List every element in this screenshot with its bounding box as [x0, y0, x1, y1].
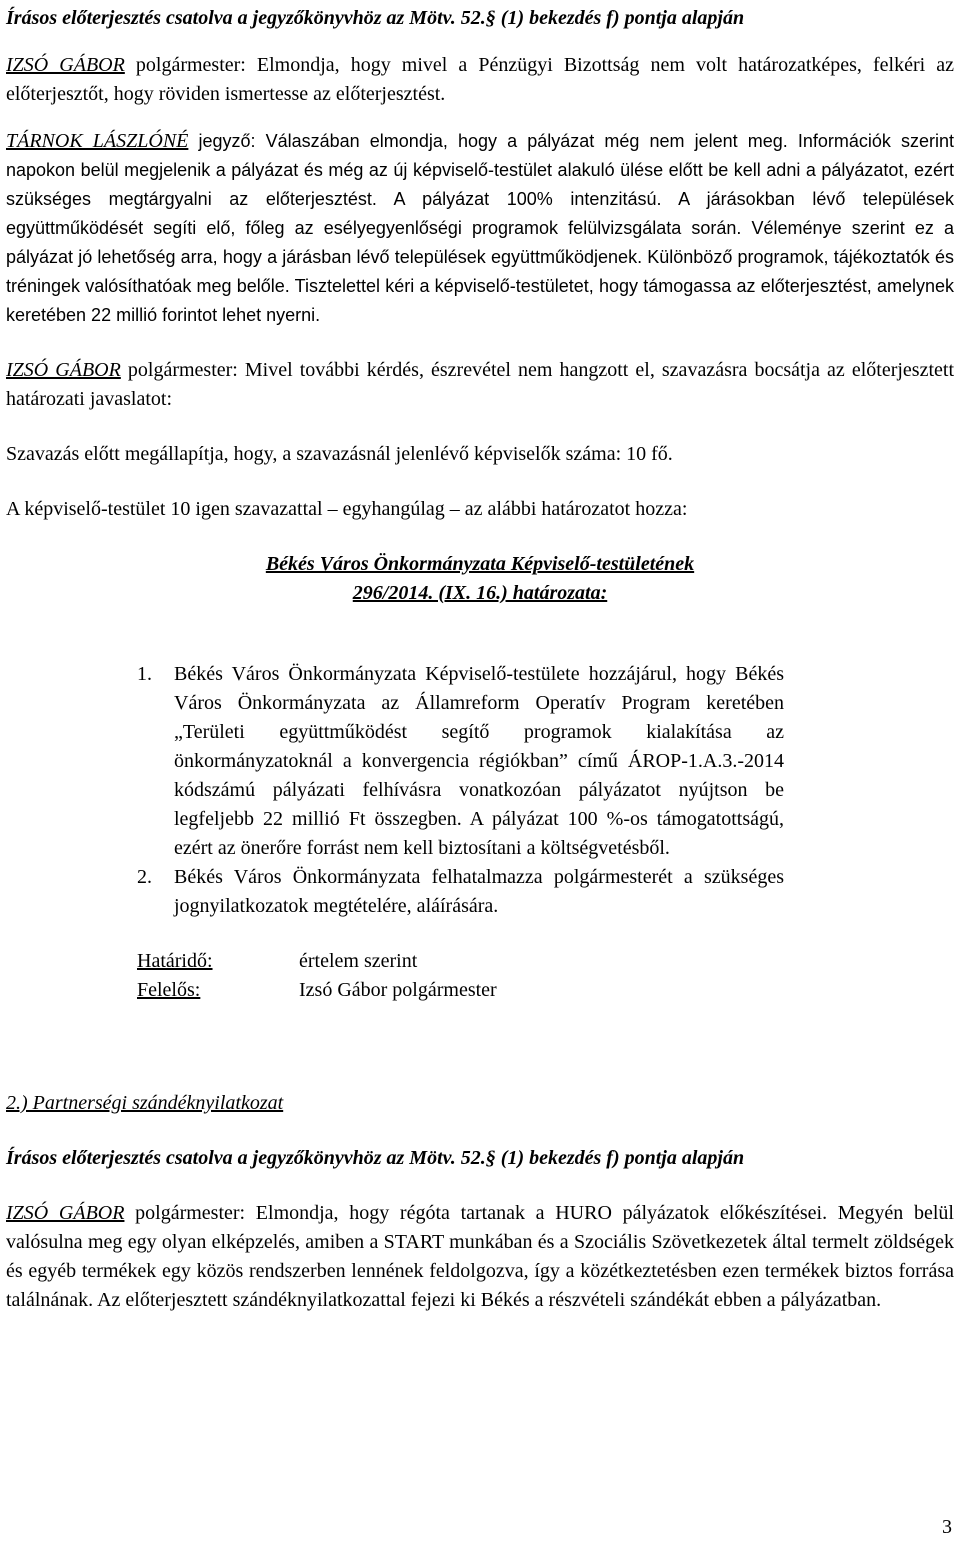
page-number: 3 — [942, 1516, 952, 1538]
speech-text: jegyző: Válaszában elmondja, hogy a pályázat még nem jelent meg. Információk szerint napokon belül megjelenik a pályázat és még az új képviselő-testület alakuló ülése előtt be kell adni a pályázatot, ezért szükséges megtárgyalni az előterjesztést. A pályázat 100% intenzitású. A járásokban lévő települések együttműködését segíti elő, főleg az esélyegyenlőségi programok felülvizsgálata során. Véleménye szerint ez a pályázat jó lehetőség arra, hogy a járásban lévő települések együttműködjenek. Különböző programok, tájékoztatók és tréningek valósíthatóak meg belőle. Tisztelettel kéri a képviselő-testületet, hogy támogassa az előterjesztést, amelynek keretében 22 millió forintot lehet nyerni. — [6, 131, 955, 325]
speaker-name: TÁRNOK LÁSZLÓNÉ — [6, 130, 189, 152]
resolution-title-line2: 296/2014. (IX. 16.) határozata: — [352, 582, 608, 604]
speaker-name: IZSÓ GÁBOR — [6, 359, 121, 381]
speaker-name: IZSÓ GÁBOR — [6, 1202, 125, 1224]
resolution-item — [6, 863, 784, 921]
vote-note: Szavazás előtt megállapítja, hogy, a szavazásnál jelenlévő képviselők száma: 10 fő. — [6, 443, 673, 465]
attachment-heading: Írásos előterjesztés csatolva a jegyzőkönyvhöz az Mötv. 52.§ (1) bekezdés f) pontja alapján — [6, 7, 745, 29]
speech-paragraph — [6, 1199, 954, 1315]
deadline-label: Határidő: — [137, 950, 213, 972]
resolution-title-line1: Békés Város Önkormányzata Képviselő-testületének — [265, 553, 695, 575]
speech-text: polgármester: Elmondja, hogy mivel a Pénzügyi Bizottság nem volt határozatképes, felkéri az előterjesztőt, hogy röviden ismertesse az előterjesztést. — [6, 54, 954, 105]
resolution-item — [6, 660, 784, 863]
speech-paragraph — [6, 51, 954, 109]
speech-text: polgármester: Mivel további kérdés, észrevétel nem hangzott el, szavazásra bocsátja az előterjesztett határozati javaslatot: — [6, 359, 954, 410]
speech-paragraph — [6, 356, 954, 414]
item-number: 1. — [137, 663, 152, 685]
section-title: 2.) Partnerségi szándéknyilatkozat — [6, 1092, 284, 1114]
deadline-row — [6, 947, 954, 976]
responsible-value: Izsó Gábor polgármester — [299, 979, 497, 1001]
document-page — [6, 4, 954, 1315]
item-number: 2. — [137, 866, 152, 888]
responsible-label: Felelős: — [137, 979, 201, 1001]
speaker-name: IZSÓ GÁBOR — [6, 54, 125, 76]
responsible-row — [6, 976, 954, 1005]
speech-paragraph — [6, 127, 954, 330]
item-text: Békés Város Önkormányzata Képviselő-testülete hozzájárul, hogy Békés Város Önkormányzata az Államreform Operatív Program keretében „Területi együttműködést segítő programok kialakítása az önkormányzatoknál a konvergencia régiókban” című ÁROP-1.A.3.-2014 kódszámú pályázati felhívásra vonatkozóan pályázatot nyújtson be legfeljebb 22 millió Ft összegben. A pályázat 100 %-os támogatottságú, ezért az önerőre forrást nem kell biztosítani a költségvetésből. — [174, 663, 784, 859]
resolution-items — [6, 660, 954, 921]
deadline-value: értelem szerint — [299, 950, 418, 972]
item-text: Békés Város Önkormányzata felhatalmazza polgármesterét a szükséges jognyilatkozatok megtételére, aláírására. — [174, 866, 784, 917]
attachment-heading: Írásos előterjesztés csatolva a jegyzőkönyvhöz az Mötv. 52.§ (1) bekezdés f) pontja alapján — [6, 1147, 745, 1169]
vote-result: A képviselő-testület 10 igen szavazattal – egyhangúlag – az alábbi határozatot hozza: — [6, 498, 688, 520]
speech-text: polgármester: Elmondja, hogy régóta tartanak a HURO pályázatok előkészítései. Megyén belül valósulna meg egy olyan elképzelés, amiben a START munkában és a Szociális Szövetkezetek által termelt zöldségek és egyéb termékek egy közös rendszerben lennének feldolgozva, így a közétkeztetésben ezen termékek biztos forrása találnának. Az előterjesztett szándéknyilatkozattal fejezi ki Békés a részvételi szándékát ebben a pályázatban. — [6, 1202, 954, 1311]
